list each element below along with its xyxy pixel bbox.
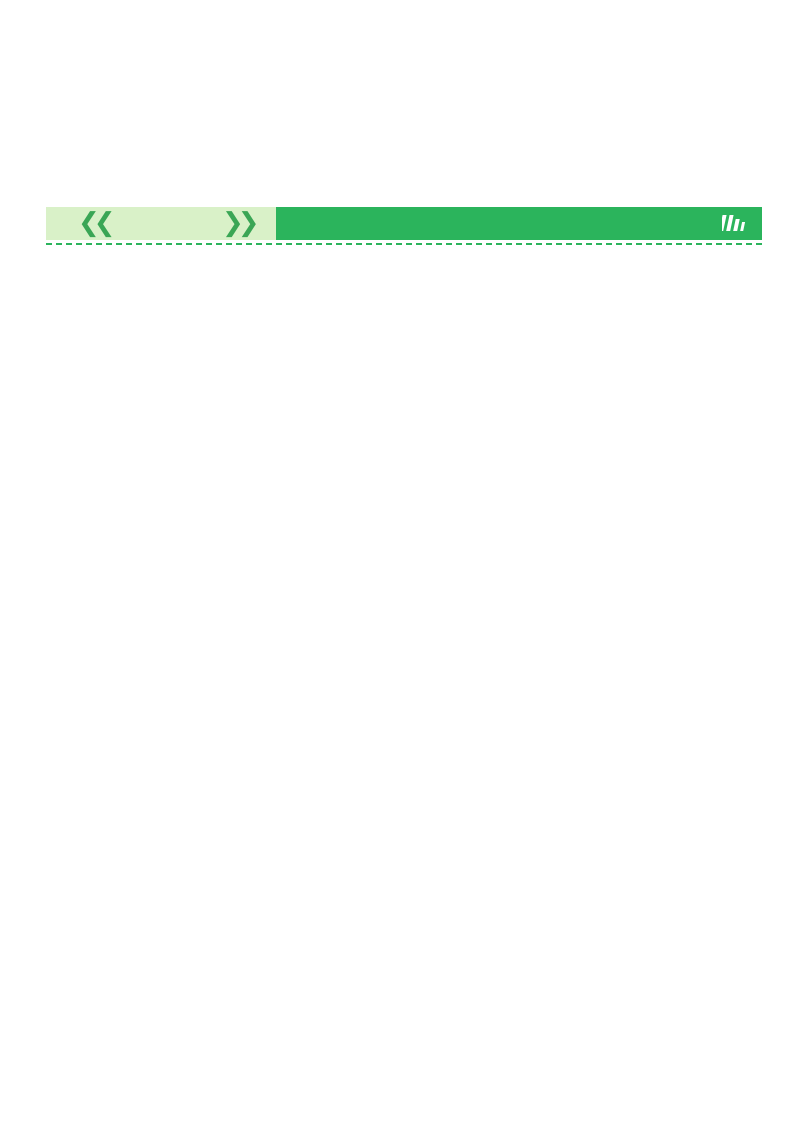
double-chevron-left-icon: ❮❮ (78, 208, 110, 238)
brand-logo (722, 212, 752, 234)
question-2-figure (0, 0, 800, 1)
double-chevron-right-icon: ❯❯ (222, 208, 254, 238)
banner-dashed-divider (46, 243, 762, 245)
header-banner (46, 207, 762, 240)
banner-subtitle (314, 215, 338, 231)
brand-logo-icon (722, 213, 748, 233)
top-multiplication-figure (0, 0, 800, 195)
